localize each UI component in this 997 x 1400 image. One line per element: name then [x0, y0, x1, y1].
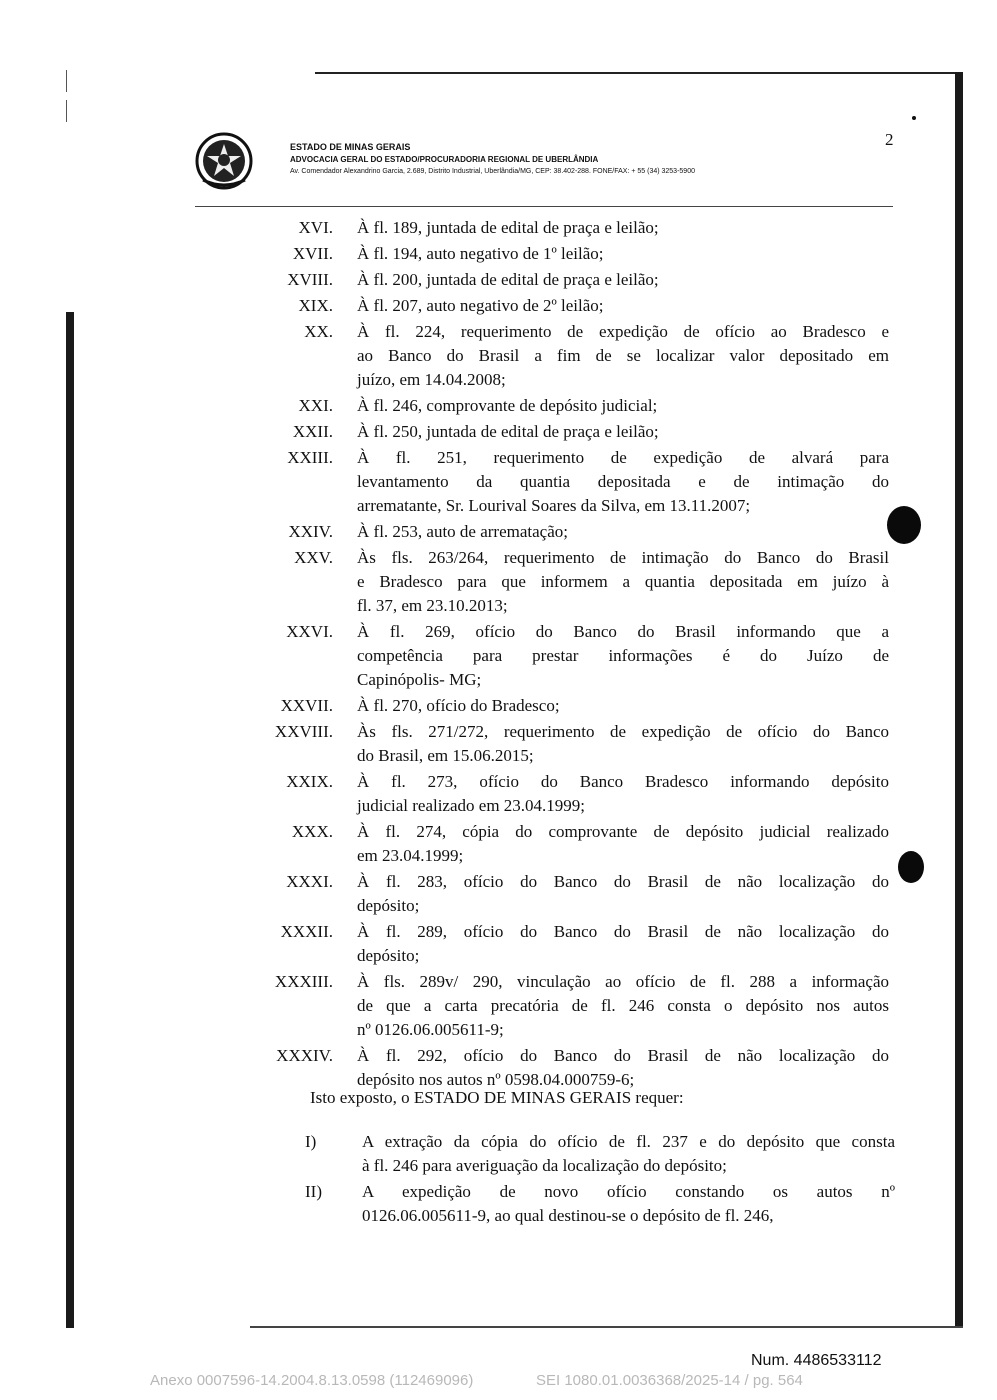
- sei-stamp: SEI 1080.01.0036368/2025-14 / pg. 564: [536, 1372, 803, 1389]
- scan-border-bottom: [250, 1326, 963, 1328]
- text-line: À fl. 274, cópia do comprovante de depósito judicial realizado: [357, 822, 889, 841]
- list-item: [240, 242, 900, 266]
- list-item-number: XXIV.: [288, 522, 333, 541]
- text-line: À fl. 270, ofício do Bradesco;: [357, 696, 560, 715]
- list-item-text: [357, 268, 889, 292]
- text-line: À fl. 246, comprovante de depósito judicial;: [357, 396, 658, 415]
- page-number: 2: [885, 130, 894, 149]
- list-item-text: [357, 242, 889, 266]
- text-line: levantamento da quantia depositada e de intimação do: [357, 472, 889, 491]
- scan-mark: [66, 100, 67, 122]
- text-line: À fl. 207, auto negativo de 2º leilão;: [357, 296, 604, 315]
- text-line: juízo, em 14.04.2008;: [357, 370, 506, 389]
- list-item-number: XXXII.: [280, 922, 333, 941]
- request-item: [305, 1180, 895, 1228]
- list-item: [240, 820, 900, 868]
- text-line: competência para prestar informações é do Juízo de: [357, 646, 889, 665]
- list-item-text: [357, 420, 889, 444]
- list-item-text: [357, 820, 889, 868]
- list-item-text: [357, 1044, 889, 1092]
- scan-border-right: [955, 72, 963, 1327]
- request-item-text: [362, 1130, 895, 1178]
- header-address: Av. Comendador Alexandrino Garcia, 2.689, Distrito Industrial, Uberlândia/MG, CEP: 38.402-288. FONE/FAX: + 55 (34) 3253-5900: [290, 168, 695, 175]
- text-line: A extração da cópia do ofício de fl. 237 e do depósito que consta: [362, 1132, 895, 1151]
- request-item-number: II): [305, 1182, 322, 1201]
- list-item-number: XXX.: [291, 822, 333, 841]
- request-list: [305, 1130, 895, 1230]
- list-item-text: [357, 546, 889, 618]
- list-item: [240, 870, 900, 918]
- list-item: [240, 216, 900, 240]
- text-line: À fls. 289v/ 290, vinculação ao ofício de fl. 288 a informação: [357, 972, 889, 991]
- list-item-text: [357, 920, 889, 968]
- list-item: [240, 1044, 900, 1092]
- list-item-number: XXIII.: [287, 448, 333, 467]
- text-line: À fl. 250, juntada de edital de praça e leilão;: [357, 422, 659, 441]
- list-item-number: XXXIII.: [274, 972, 333, 991]
- header-rule: [195, 206, 893, 207]
- request-item: [305, 1130, 895, 1178]
- text-line: À fl. 292, ofício do Banco do Brasil de não localização do: [357, 1046, 889, 1065]
- text-line: A expedição de novo ofício constando os autos nº: [362, 1182, 895, 1201]
- text-line: e Bradesco para que informem a quantia depositada em juízo à: [357, 572, 889, 591]
- text-line: fl. 37, em 23.10.2013;: [357, 596, 508, 615]
- list-item-text: [357, 294, 889, 318]
- text-line: Às fls. 263/264, requerimento de intimação do Banco do Brasil: [357, 548, 889, 567]
- list-item-number: XVI.: [298, 218, 333, 237]
- list-item: [240, 446, 900, 518]
- list-item-number: XXVI.: [286, 622, 333, 641]
- list-item: [240, 620, 900, 692]
- list-item-number: XXVII.: [280, 696, 333, 715]
- text-line: arrematante, Sr. Lourival Soares da Silva, em 13.11.2007;: [357, 496, 751, 515]
- list-item-text: [357, 870, 889, 918]
- list-item: [240, 394, 900, 418]
- text-line: ao Banco do Brasil a fim de se localizar valor depositado em: [357, 346, 889, 365]
- header-office: ADVOCACIA GERAL DO ESTADO/PROCURADORIA REGIONAL DE UBERLÂNDIA: [290, 155, 599, 164]
- list-item-number: XXI.: [298, 396, 333, 415]
- list-item: [240, 970, 900, 1042]
- list-item-text: [357, 216, 889, 240]
- scan-speck: [912, 116, 916, 120]
- list-item-number: XIX.: [298, 296, 333, 315]
- list-item: [240, 268, 900, 292]
- list-item-number: XXV.: [294, 548, 333, 567]
- list-item-number: XXVIII.: [274, 722, 333, 741]
- list-item-number: XXIX.: [286, 772, 333, 791]
- document-number: Num. 4486533112: [751, 1352, 882, 1369]
- list-item-number: XX.: [304, 322, 333, 341]
- list-item-number: XVII.: [292, 244, 333, 263]
- text-line: À fl. 189, juntada de edital de praça e leilão;: [357, 218, 659, 237]
- request-item-number: I): [305, 1132, 317, 1151]
- text-line: depósito;: [357, 946, 420, 965]
- text-line: 0126.06.005611-9, ao qual destinou-se o depósito de fl. 246,: [362, 1206, 774, 1225]
- scan-mark: [66, 70, 67, 92]
- list-item-number: XXXI.: [286, 872, 333, 891]
- request-intro: Isto exposto, o ESTADO DE MINAS GERAIS requer:: [310, 1088, 684, 1107]
- request-item-text: [362, 1180, 895, 1228]
- state-coat-of-arms-icon: [195, 132, 253, 190]
- text-line: em 23.04.1999;: [357, 846, 464, 865]
- list-item: [240, 694, 900, 718]
- list-item-text: [357, 970, 889, 1042]
- list-item: [240, 294, 900, 318]
- annex-stamp: Anexo 0007596-14.2004.8.13.0598 (112469096): [150, 1372, 474, 1389]
- list-item-text: [357, 620, 889, 692]
- list-item-text: [357, 320, 889, 392]
- document-item-list: [240, 216, 900, 1094]
- list-item-number: XXXIV.: [276, 1046, 333, 1065]
- text-line: À fl. 200, juntada de edital de praça e leilão;: [357, 270, 659, 289]
- text-line: do Brasil, em 15.06.2015;: [357, 746, 534, 765]
- list-item: [240, 920, 900, 968]
- text-line: depósito;: [357, 896, 420, 915]
- text-line: À fl. 289, ofício do Banco do Brasil de não localização do: [357, 922, 889, 941]
- scan-border-top: [315, 72, 955, 74]
- list-item: [240, 420, 900, 444]
- list-item-text: [357, 770, 889, 818]
- text-line: À fl. 253, auto de arrematação;: [357, 522, 568, 541]
- list-item: [240, 720, 900, 768]
- text-line: Às fls. 271/272, requerimento de expedição de ofício do Banco: [357, 722, 889, 741]
- list-item-number: XXII.: [292, 422, 333, 441]
- list-item: [240, 520, 900, 544]
- list-item-text: [357, 520, 889, 544]
- text-line: À fl. 283, ofício do Banco do Brasil de não localização do: [357, 872, 889, 891]
- punch-hole-mark: [887, 506, 921, 544]
- list-item-text: [357, 394, 889, 418]
- list-item-text: [357, 720, 889, 768]
- text-line: À fl. 224, requerimento de expedição de ofício ao Bradesco e: [357, 322, 889, 341]
- list-item: [240, 770, 900, 818]
- list-item-text: [357, 446, 889, 518]
- text-line: judicial realizado em 23.04.1999;: [357, 796, 586, 815]
- text-line: À fl. 273, ofício do Banco Bradesco informando depósito: [357, 772, 889, 791]
- text-line: à fl. 246 para averiguação da localização do depósito;: [362, 1156, 727, 1175]
- list-item: [240, 320, 900, 392]
- text-line: nº 0126.06.005611-9;: [357, 1020, 504, 1039]
- list-item-number: XVIII.: [287, 270, 333, 289]
- text-line: À fl. 269, ofício do Banco do Brasil informando que a: [357, 622, 889, 641]
- text-line: À fl. 194, auto negativo de 1º leilão;: [357, 244, 604, 263]
- header-state-name: ESTADO DE MINAS GERAIS: [290, 142, 411, 152]
- text-line: Capinópolis- MG;: [357, 670, 482, 689]
- text-line: À fl. 251, requerimento de expedição de alvará para: [357, 448, 889, 467]
- text-line: depósito nos autos nº 0598.04.000759-6;: [357, 1070, 635, 1089]
- scan-border-left: [66, 312, 74, 1328]
- list-item-text: [357, 694, 889, 718]
- list-item: [240, 546, 900, 618]
- text-line: de que a carta precatória de fl. 246 consta o depósito nos autos: [357, 996, 889, 1015]
- punch-hole-mark: [898, 851, 924, 883]
